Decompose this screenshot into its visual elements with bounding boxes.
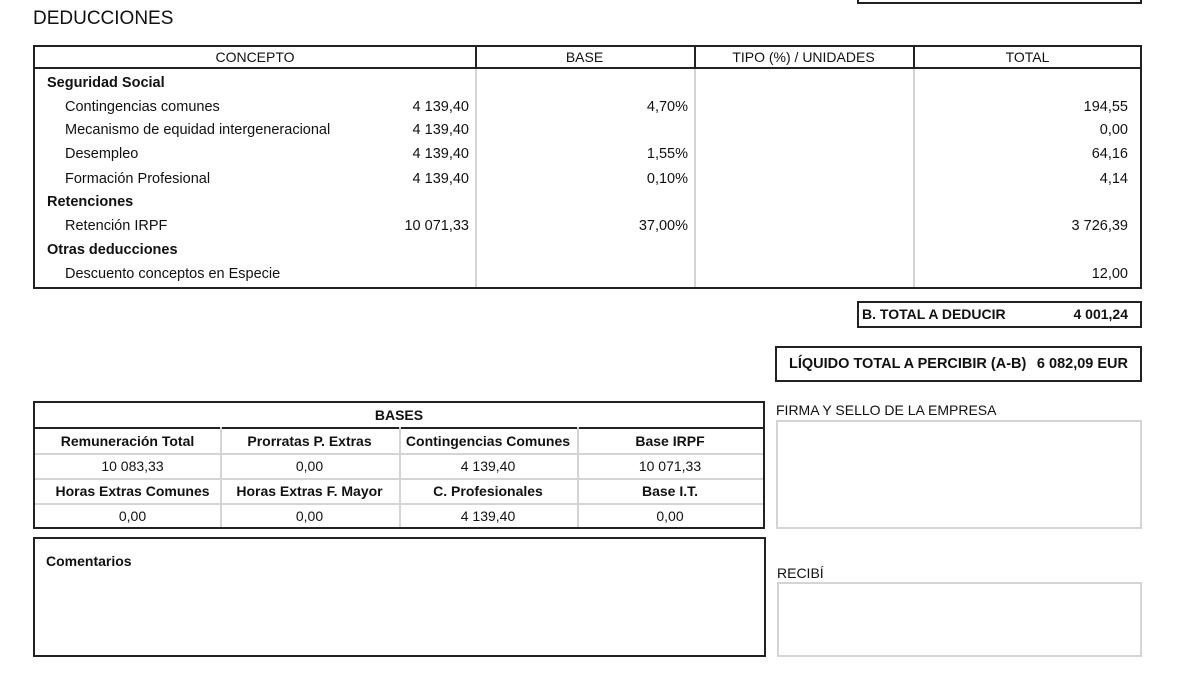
deduction-tipo: 0,10% [646, 171, 688, 187]
deduction-group-row [35, 238, 1140, 262]
bases-title: BASES [35, 403, 763, 429]
previous-section-box [857, 0, 1142, 4]
total-deducir-label: B. TOTAL A DEDUCIR [862, 306, 1006, 322]
firma-label: FIRMA Y SELLO DE LA EMPRESA [776, 402, 997, 418]
deduction-base: 4 139,40 [412, 146, 469, 162]
deductions-table-header [35, 47, 1140, 69]
deduction-concepto: Formación Profesional [65, 171, 211, 187]
comentarios-label: Comentarios [46, 553, 132, 569]
recibi-box [777, 582, 1142, 657]
deduction-concepto: Mecanismo de equidad intergeneracional [65, 122, 331, 138]
recibi-label: RECIBÍ [777, 565, 824, 581]
bases-value-prorratas: 0,00 [295, 458, 324, 474]
header-concepto: CONCEPTO [215, 49, 295, 65]
bases-header-irpf: Base IRPF [635, 433, 705, 449]
bases-value-irpf: 10 071,33 [638, 458, 702, 474]
bases-header-cprofesionales: C. Profesionales [433, 483, 543, 499]
bases-value-contingencias: 4 139,40 [460, 458, 516, 474]
bases-header-horas-comunes: Horas Extras Comunes [55, 483, 210, 499]
deduction-concepto: Descuento conceptos en Especie [65, 266, 281, 282]
deduction-total: 4,14 [1099, 171, 1128, 187]
bases-table [33, 401, 765, 529]
deduction-tipo: 1,55% [646, 146, 688, 162]
deduction-tipo: 4,70% [646, 99, 688, 115]
bases-header-horas-fmayor: Horas Extras F. Mayor [236, 483, 383, 499]
bases-header-contingencias: Contingencias Comunes [405, 433, 571, 449]
deduction-total: 3 726,39 [1071, 218, 1128, 234]
header-tipo: TIPO (%) / UNIDADES [732, 49, 875, 65]
deduction-tipo: 37,00% [638, 218, 688, 234]
deduction-concepto: Otras deducciones [47, 242, 178, 258]
deduction-total: 0,00 [1099, 122, 1128, 138]
deduction-row [35, 142, 1140, 166]
deduction-concepto: Desempleo [65, 146, 139, 162]
section-title: DEDUCCIONES [33, 8, 174, 29]
header-total: TOTAL [1005, 49, 1050, 65]
bases-value-horas-comunes: 0,00 [118, 508, 147, 524]
deduction-base: 4 139,40 [412, 122, 469, 138]
bases-header-base-it: Base I.T. [641, 483, 699, 499]
liquido-total-value: 6 082,09 EUR [1036, 356, 1128, 372]
deduction-total: 194,55 [1083, 99, 1128, 115]
total-deducir-value: 4 001,24 [1073, 306, 1128, 322]
total-deducir-box [857, 301, 1142, 328]
deduction-concepto: Seguridad Social [47, 75, 165, 91]
deduction-row [35, 167, 1140, 191]
deduction-row [35, 95, 1140, 119]
deduction-concepto: Contingencias comunes [65, 99, 220, 115]
deduction-group-row [35, 71, 1140, 95]
firma-box [776, 420, 1142, 529]
bases-header-remuneracion: Remuneración Total [60, 433, 195, 449]
header-base: BASE [565, 49, 604, 65]
deduction-group-row [35, 190, 1140, 214]
comentarios-box [33, 537, 766, 657]
deductions-table [33, 45, 1142, 289]
bases-value-base-it: 0,00 [656, 508, 684, 524]
deduction-row [35, 262, 1140, 286]
deduction-base: 4 139,40 [412, 171, 469, 187]
deduction-row [35, 214, 1140, 238]
liquido-total-label: LÍQUIDO TOTAL A PERCIBIR (A-B) [789, 356, 1027, 372]
bases-value-horas-fmayor: 0,00 [295, 508, 324, 524]
deduction-total: 64,16 [1091, 146, 1128, 162]
liquido-total-box [775, 346, 1142, 382]
bases-header-prorratas: Prorratas P. Extras [247, 433, 372, 449]
deduction-base: 4 139,40 [412, 99, 469, 115]
deduction-concepto: Retención IRPF [65, 218, 168, 234]
deduction-total: 12,00 [1091, 266, 1128, 282]
deduction-row [35, 118, 1140, 142]
bases-value-remuneracion: 10 083,33 [101, 458, 164, 474]
deduction-base: 10 071,33 [404, 218, 469, 234]
bases-value-cprofesionales: 4 139,40 [460, 508, 516, 524]
deduction-concepto: Retenciones [47, 194, 134, 210]
